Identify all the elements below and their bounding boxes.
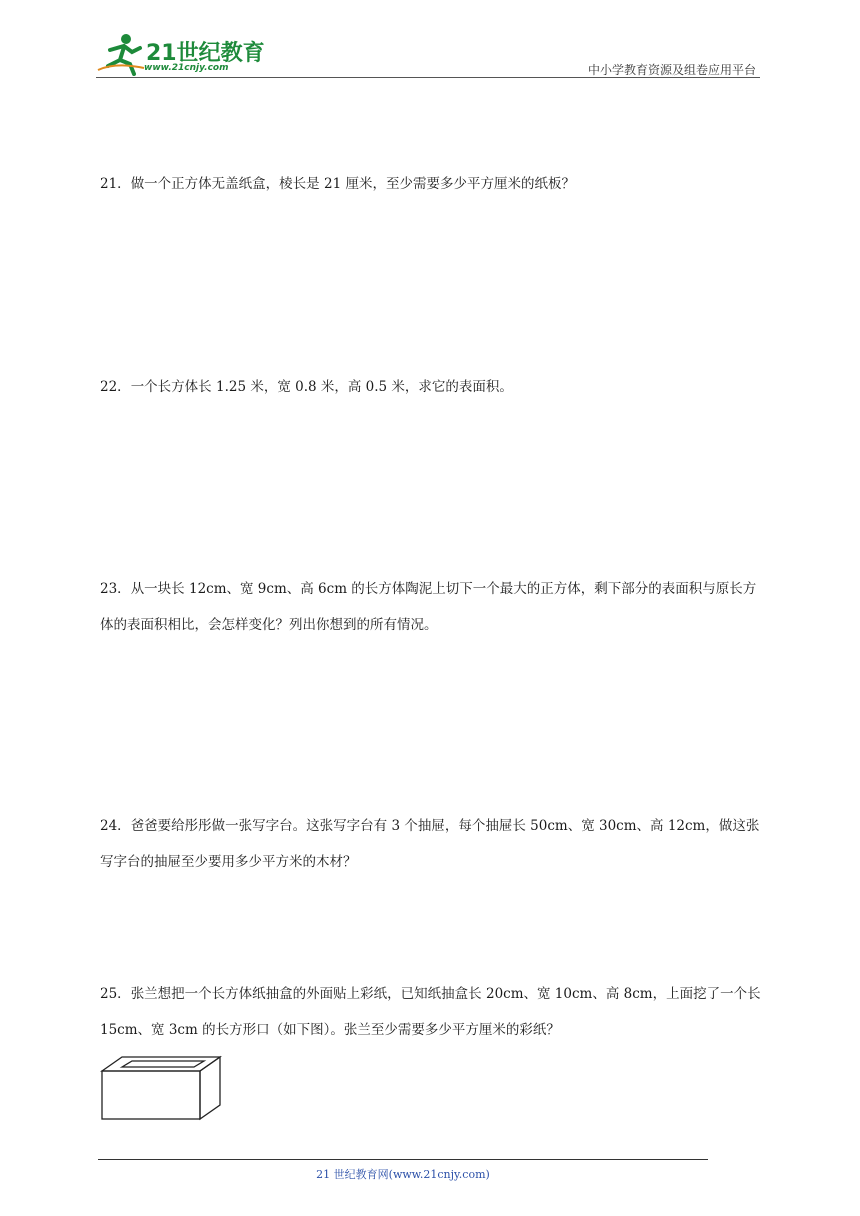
header-platform-text: 中小学教育资源及组卷应用平台 (587, 63, 756, 77)
logo-url: www.21cnjy.com (144, 63, 229, 73)
question-text: 做一个正方体无盖纸盒，棱长是 21 厘米，至少需要多少平方厘米的纸板？ (130, 176, 575, 192)
tissue-box-figure (100, 1055, 222, 1121)
question-25 (100, 976, 764, 1048)
question-number: 24． (100, 818, 131, 834)
question-number: 23． (100, 581, 131, 597)
question-number: 22． (100, 379, 131, 395)
question-21 (100, 166, 764, 202)
question-text: 爸爸要给彤彤做一张写字台。这张写字台有 3 个抽屉，每个抽屉长 50cm、宽 30cm、高 12cm，做这张写字台的抽屉至少要用多少平方米的木材？ (100, 818, 760, 870)
question-text: 一个长方体长 1.25 米，宽 0.8 米，高 0.5 米，求它的表面积。 (130, 379, 513, 395)
question-number: 25． (100, 986, 131, 1002)
question-24 (100, 808, 764, 880)
question-text: 张兰想把一个长方体纸抽盒的外面贴上彩纸，已知纸抽盒长 20cm、宽 10cm、高 8cm，上面挖了一个长 15cm、宽 3cm 的长方形口（如下图）。张兰至少需要多少平方厘米的彩纸？ (100, 986, 761, 1038)
logo-text: 21世纪教育 (146, 41, 265, 66)
runner-logo-icon (96, 30, 146, 76)
logo (96, 30, 266, 78)
footer-text: 21 世纪教育网(www.21cnjy.com) (316, 1168, 490, 1181)
footer-divider (98, 1159, 708, 1160)
page-header (96, 30, 760, 78)
header-divider (96, 77, 760, 78)
question-22 (100, 369, 764, 405)
question-number: 21． (100, 176, 131, 192)
question-text: 从一块长 12cm、宽 9cm、高 6cm 的长方体陶泥上切下一个最大的正方体，剩下部分的表面积与原长方体的表面积相比，会怎样变化？列出你想到的所有情况。 (100, 581, 757, 633)
question-23 (100, 571, 764, 643)
